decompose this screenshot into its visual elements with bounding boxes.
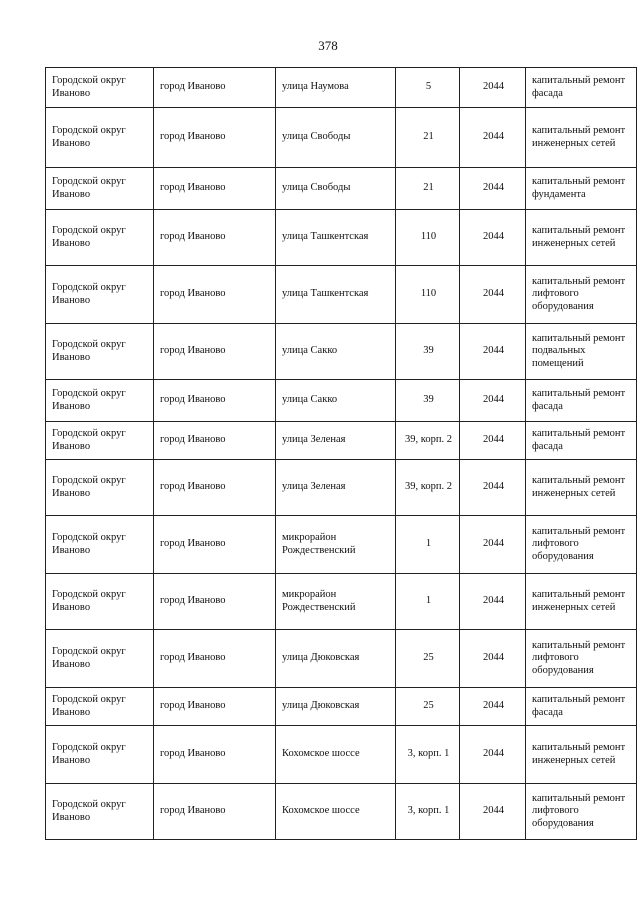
street-cell: улица Сакко [276, 324, 396, 380]
street-cell: улица Свободы [276, 108, 396, 168]
year-cell: 2044 [460, 108, 526, 168]
table-row [46, 516, 637, 574]
house-number-cell: 25 [396, 630, 460, 688]
house-number-cell: 1 [396, 516, 460, 574]
city-cell: город Иваново [154, 380, 276, 422]
house-number-cell: 1 [396, 574, 460, 630]
municipality-cell: Городской округ Иваново [46, 168, 154, 210]
house-number-cell: 21 [396, 168, 460, 210]
city-cell: город Иваново [154, 324, 276, 380]
municipality-cell: Городской округ Иваново [46, 726, 154, 784]
year-cell: 2044 [460, 784, 526, 840]
table-row [46, 324, 637, 380]
year-cell: 2044 [460, 210, 526, 266]
year-cell: 2044 [460, 630, 526, 688]
table-row [46, 688, 637, 726]
street-cell: улица Дюковская [276, 688, 396, 726]
repair-type-cell: капитальный ремонт фасада [526, 688, 637, 726]
repair-type-cell: капитальный ремонт инженерных сетей [526, 108, 637, 168]
year-cell: 2044 [460, 688, 526, 726]
repair-type-cell: капитальный ремонт лифтового оборудования [526, 784, 637, 840]
table-row [46, 380, 637, 422]
city-cell: город Иваново [154, 68, 276, 108]
house-number-cell: 110 [396, 266, 460, 324]
municipality-cell: Городской округ Иваново [46, 574, 154, 630]
page-number: 378 [318, 38, 338, 53]
municipality-cell: Городской округ Иваново [46, 324, 154, 380]
city-cell: город Иваново [154, 108, 276, 168]
repair-type-cell: капитальный ремонт фасада [526, 68, 637, 108]
city-cell: город Иваново [154, 688, 276, 726]
table-row [46, 460, 637, 516]
municipality-cell: Городской округ Иваново [46, 380, 154, 422]
municipality-cell: Городской округ Иваново [46, 630, 154, 688]
city-cell: город Иваново [154, 726, 276, 784]
city-cell: город Иваново [154, 516, 276, 574]
city-cell: город Иваново [154, 168, 276, 210]
house-number-cell: 39, корп. 2 [396, 460, 460, 516]
street-cell: микрорайон Рождественский [276, 574, 396, 630]
municipality-cell: Городской округ Иваново [46, 68, 154, 108]
repair-type-cell: капитальный ремонт инженерных сетей [526, 460, 637, 516]
house-number-cell: 39 [396, 324, 460, 380]
year-cell: 2044 [460, 726, 526, 784]
house-number-cell: 3, корп. 1 [396, 784, 460, 840]
year-cell: 2044 [460, 68, 526, 108]
house-number-cell: 5 [396, 68, 460, 108]
table-row [46, 168, 637, 210]
repair-type-cell: капитальный ремонт фасада [526, 422, 637, 460]
city-cell: город Иваново [154, 630, 276, 688]
municipality-cell: Городской округ Иваново [46, 460, 154, 516]
table-row [46, 630, 637, 688]
year-cell: 2044 [460, 324, 526, 380]
city-cell: город Иваново [154, 574, 276, 630]
year-cell: 2044 [460, 168, 526, 210]
repair-type-cell: капитальный ремонт инженерных сетей [526, 574, 637, 630]
repair-type-cell: капитальный ремонт инженерных сетей [526, 210, 637, 266]
repair-type-cell: капитальный ремонт инженерных сетей [526, 726, 637, 784]
table-row [46, 784, 637, 840]
repair-type-cell: капитальный ремонт лифтового оборудования [526, 630, 637, 688]
repair-type-cell: капитальный ремонт лифтового оборудования [526, 266, 637, 324]
street-cell: улица Сакко [276, 380, 396, 422]
house-number-cell: 110 [396, 210, 460, 266]
municipality-cell: Городской округ Иваново [46, 516, 154, 574]
year-cell: 2044 [460, 266, 526, 324]
city-cell: город Иваново [154, 266, 276, 324]
house-number-cell: 21 [396, 108, 460, 168]
municipality-cell: Городской округ Иваново [46, 422, 154, 460]
municipality-cell: Городской округ Иваново [46, 108, 154, 168]
year-cell: 2044 [460, 574, 526, 630]
street-cell: улица Зеленая [276, 460, 396, 516]
table-row [46, 574, 637, 630]
repair-type-cell: капитальный ремонт фундамента [526, 168, 637, 210]
table-row [46, 68, 637, 108]
municipality-cell: Городской округ Иваново [46, 210, 154, 266]
house-number-cell: 3, корп. 1 [396, 726, 460, 784]
municipality-cell: Городской округ Иваново [46, 688, 154, 726]
city-cell: город Иваново [154, 422, 276, 460]
table-row [46, 422, 637, 460]
street-cell: Кохомское шоссе [276, 726, 396, 784]
street-cell: улица Дюковская [276, 630, 396, 688]
street-cell: улица Свободы [276, 168, 396, 210]
city-cell: город Иваново [154, 784, 276, 840]
street-cell: улица Наумова [276, 68, 396, 108]
year-cell: 2044 [460, 422, 526, 460]
city-cell: город Иваново [154, 210, 276, 266]
year-cell: 2044 [460, 380, 526, 422]
repair-type-cell: капитальный ремонт лифтового оборудования [526, 516, 637, 574]
table-row [46, 108, 637, 168]
street-cell: микрорайон Рождественский [276, 516, 396, 574]
street-cell: улица Зеленая [276, 422, 396, 460]
street-cell: улица Ташкентская [276, 266, 396, 324]
house-number-cell: 39 [396, 380, 460, 422]
table-row [46, 266, 637, 324]
repair-type-cell: капитальный ремонт подвальных помещений [526, 324, 637, 380]
house-number-cell: 25 [396, 688, 460, 726]
table-row [46, 210, 637, 266]
repair-table [45, 67, 637, 840]
street-cell: улица Ташкентская [276, 210, 396, 266]
table-row [46, 726, 637, 784]
year-cell: 2044 [460, 516, 526, 574]
city-cell: город Иваново [154, 460, 276, 516]
street-cell: Кохомское шоссе [276, 784, 396, 840]
repair-type-cell: капитальный ремонт фасада [526, 380, 637, 422]
year-cell: 2044 [460, 460, 526, 516]
municipality-cell: Городской округ Иваново [46, 784, 154, 840]
house-number-cell: 39, корп. 2 [396, 422, 460, 460]
municipality-cell: Городской округ Иваново [46, 266, 154, 324]
